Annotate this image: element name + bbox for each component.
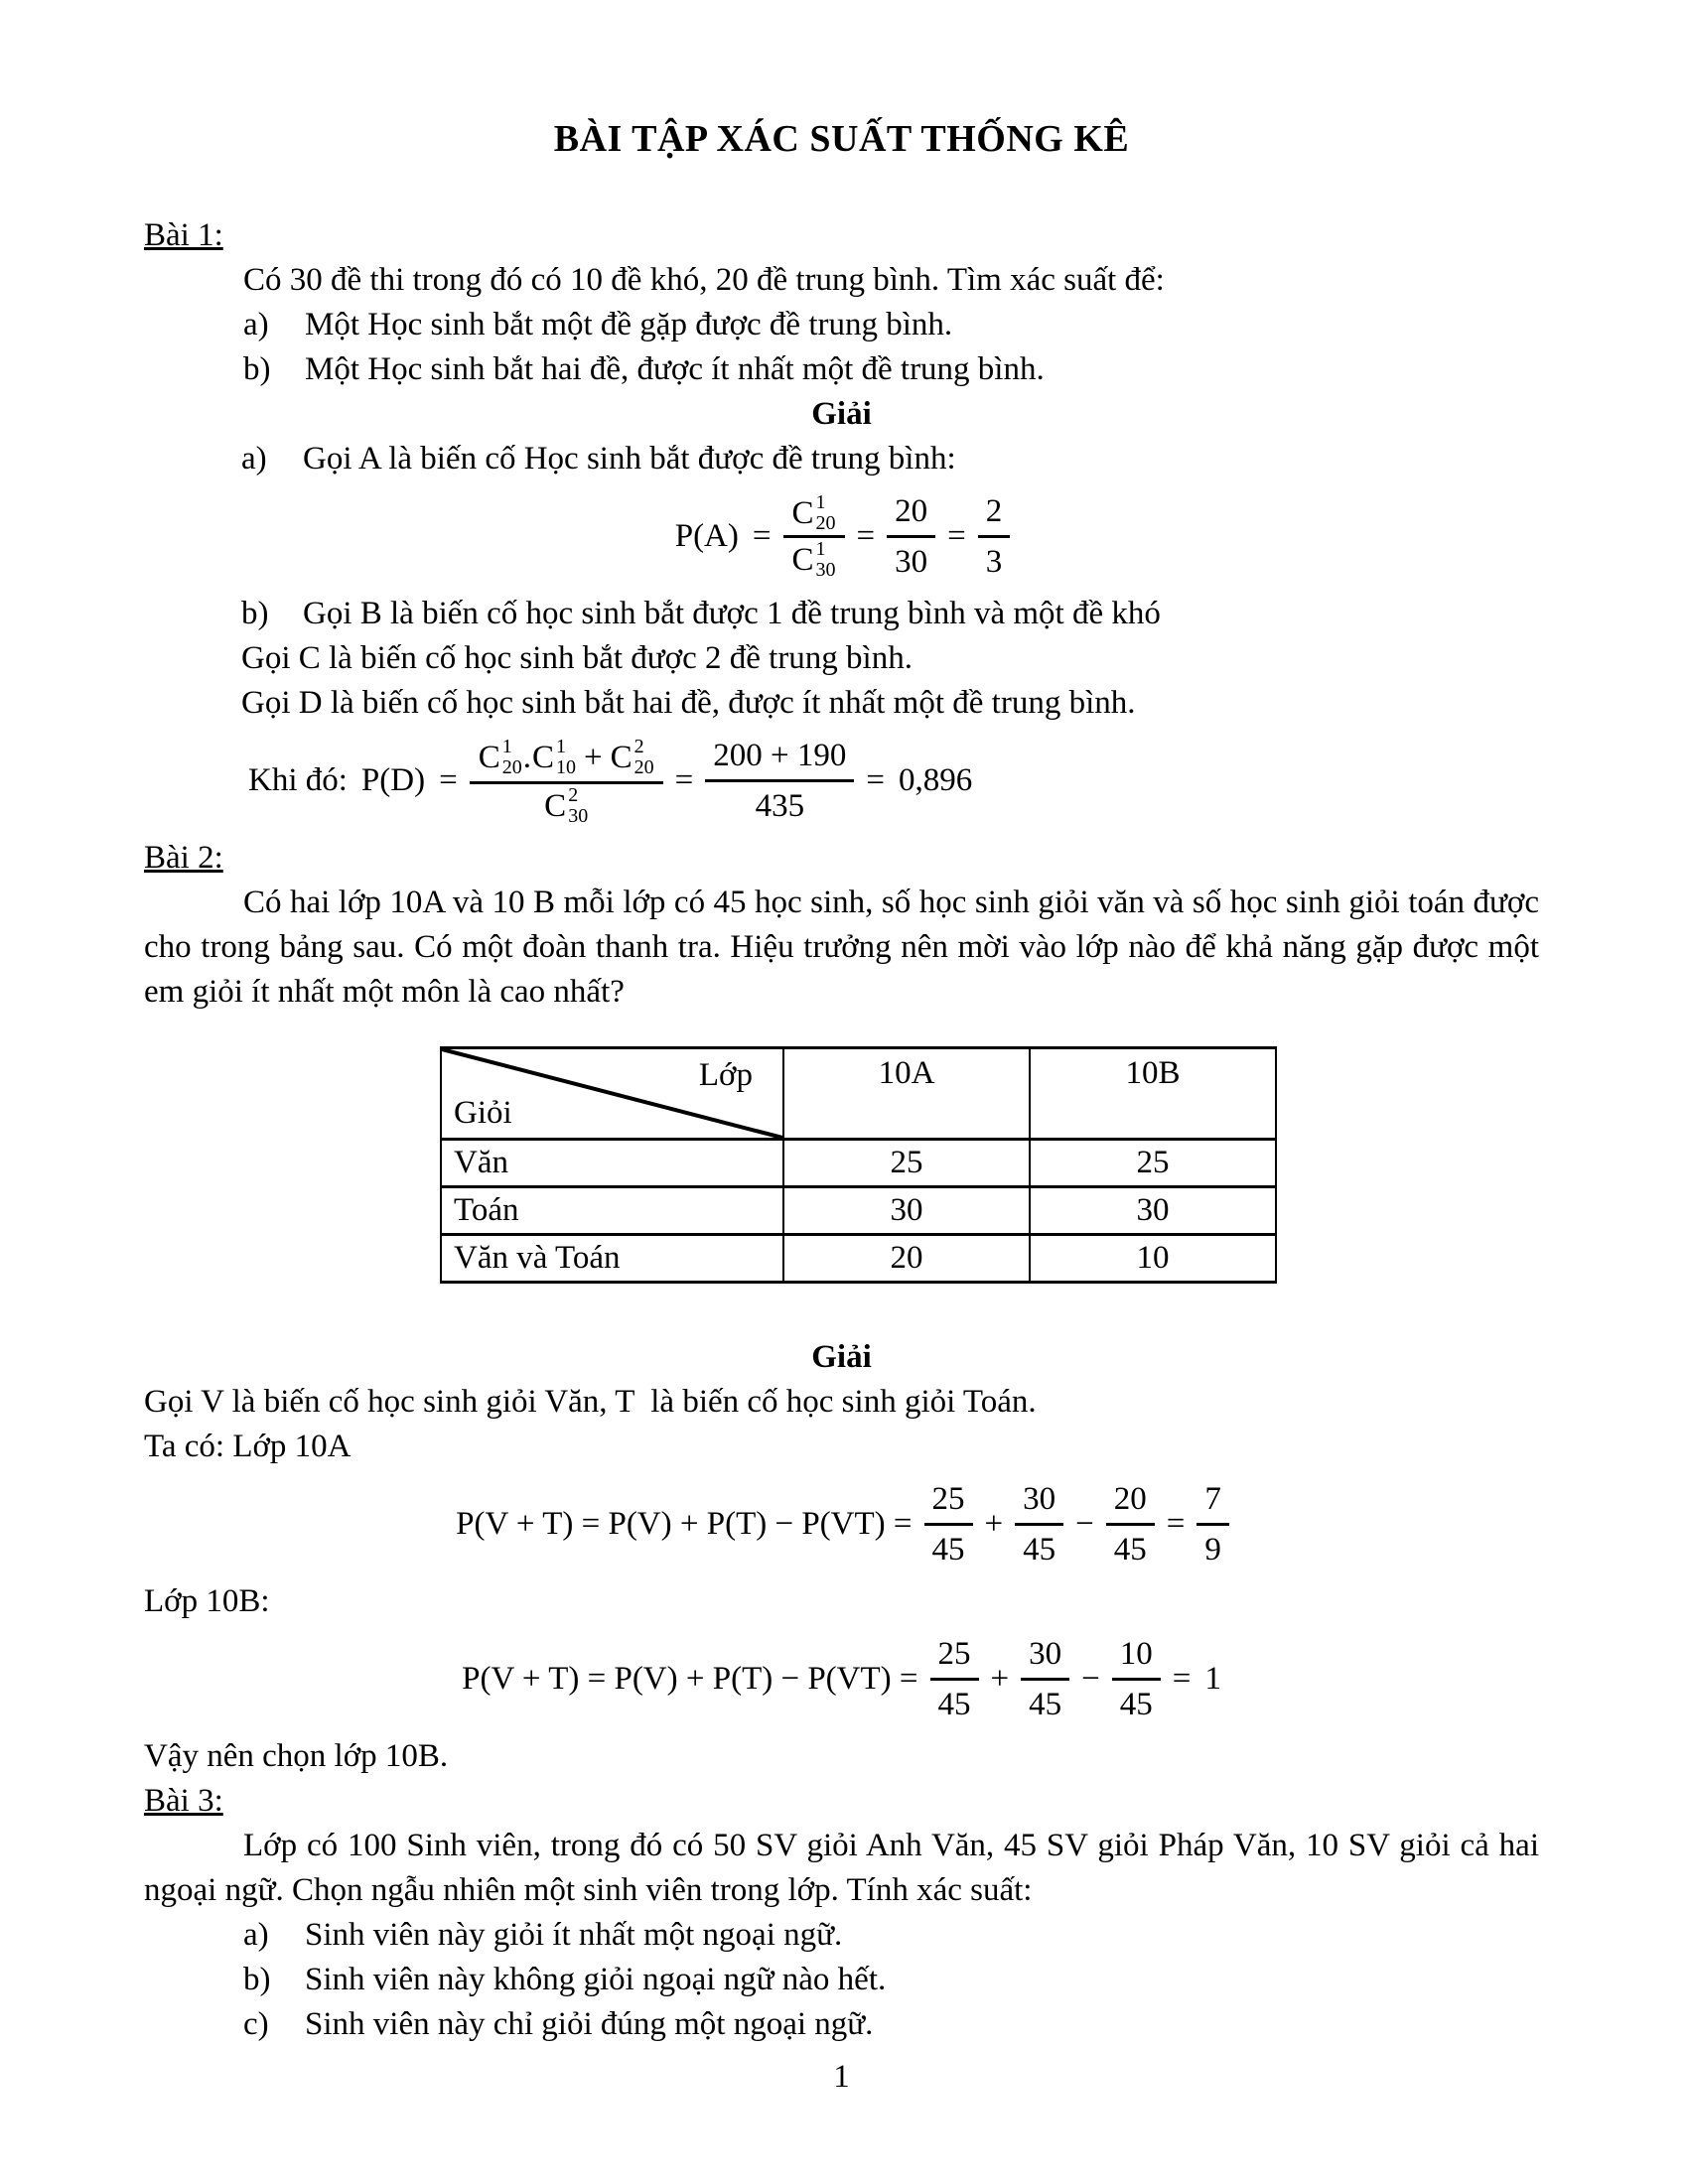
bai2-conclusion: Vậy nên chọn lớp 10B. [144, 1738, 449, 1774]
fraction: $\frac{30}{45}$ [1015, 1475, 1063, 1573]
equals-sign: = [674, 762, 694, 798]
equals-sign: = [866, 762, 886, 798]
bai1-item-a [243, 303, 1539, 347]
dot-operator: . [522, 740, 531, 775]
bai2-solution-heading: Giải [811, 1339, 872, 1375]
grades-table [440, 1046, 1277, 1284]
bai3-heading: Bài 3: [144, 1783, 223, 1819]
bai2-intro: Có hai lớp 10A và 10 B mỗi lớp có 45 học sinh, số học sinh giỏi văn và số học sinh giỏi toán được cho trong bảng sau. Có một đoàn thanh tra. Hiệu trưởng nên mời vào lớp nào để khả năng gặp được một em giỏi ít nhất một môn là cao nhất? [144, 885, 1539, 1010]
sol-text: Gọi B là biến cố học sinh bắt được 1 đề trung bình và một đề khó [303, 596, 1161, 631]
formula-pa [144, 487, 1539, 586]
equals-sign: = [1172, 1661, 1192, 1697]
formula-result: 0,896 [899, 762, 973, 798]
fraction [470, 734, 663, 828]
fraction: $\frac{200 + 190}{435}$ [705, 732, 854, 830]
item-label: a) [241, 441, 267, 477]
bai2-sol-10a: Ta có: Lớp 10A [144, 1429, 352, 1464]
formula-prefix: Khi đó: [248, 762, 348, 798]
formula-lhs: P(V + T) = P(V) + P(T) − P(VT) = [462, 1661, 918, 1697]
item-text: Sinh viên này chỉ giỏi đúng một ngoại ngữ. [305, 2006, 874, 2042]
bai1-sol-c: Gọi C là biến cố học sinh bắt được 2 đề trung bình. [241, 640, 913, 676]
row-label: Toán [441, 1187, 783, 1235]
table-cell: 30 [1030, 1187, 1276, 1235]
fraction: $\frac{25}{45}$ [930, 1630, 979, 1728]
formula-lhs: P(D) [360, 762, 426, 798]
plus-operator: + [584, 740, 603, 775]
minus-operator: − [1081, 1661, 1100, 1697]
sol-text: Gọi A là biến cố Học sinh bắt được đề trung bình: [303, 441, 956, 477]
column-header: 10B [1030, 1048, 1276, 1140]
table-cell: 10 [1030, 1235, 1276, 1283]
binomial-symbol: C 1 30 [791, 538, 836, 581]
item-text: Một Học sinh bắt hai đề, được ít nhất một đề trung bình. [305, 351, 1045, 387]
table-header-row [441, 1048, 1276, 1140]
formula-pd [241, 732, 1539, 830]
equals-sign: = [439, 762, 458, 798]
corner-label-gioi: Giỏi [454, 1095, 512, 1131]
bai3-item-c [243, 2002, 1539, 2047]
fraction: $\frac{20}{30}$ [887, 487, 935, 586]
fraction: $\frac{30}{45}$ [1021, 1630, 1069, 1728]
bai3-intro: Lớp có 100 Sinh viên, trong đó có 50 SV giỏi Anh Văn, 45 SV giỏi Pháp Văn, 10 SV giỏi cả hai ngoại ngữ. Chọn ngẫu nhiên một sinh viên trong lớp. Tính xác suất: [144, 1828, 1539, 1908]
corner-label-lop: Lớp [698, 1057, 753, 1093]
table-cell: 25 [1030, 1140, 1276, 1187]
bai1-intro: Có 30 đề thi trong đó có 10 đề khó, 20 đề trung bình. Tìm xác suất để: [243, 262, 1165, 298]
item-text: Một Học sinh bắt một đề gặp được đề trung bình. [305, 307, 953, 342]
item-label: a) [243, 1917, 269, 1953]
plus-operator: + [990, 1661, 1010, 1697]
fraction: $\frac{20}{45}$ [1106, 1475, 1155, 1573]
binomial-symbol: C 1 20 [791, 491, 836, 534]
bai1-item-b [243, 347, 1539, 392]
bai3-item-a [243, 1913, 1539, 1958]
column-header: 10A [783, 1048, 1030, 1140]
fraction: $\frac{2}{3}$ [978, 487, 1011, 586]
bai1-sol-d: Gọi D là biến cố học sinh bắt hai đề, được ít nhất một đề trung bình. [241, 685, 1136, 721]
item-text: Sinh viên này giỏi ít nhất một ngoại ngữ. [305, 1917, 843, 1953]
formula-10a [144, 1475, 1539, 1573]
binomial-symbol: C 2 20 [610, 736, 654, 778]
bai3-item-b [243, 1958, 1539, 2002]
item-label: b) [243, 351, 271, 387]
row-label: Văn [441, 1140, 783, 1187]
item-label: a) [243, 307, 269, 342]
row-label: Văn và Toán [441, 1235, 783, 1283]
equals-sign: = [856, 518, 876, 554]
fraction: $\frac{25}{45}$ [924, 1475, 973, 1573]
fraction [783, 491, 845, 582]
fraction: $\frac{7}{9}$ [1196, 1475, 1229, 1573]
bai1-sol-a [241, 437, 1539, 481]
table-row [441, 1140, 1276, 1187]
equals-sign: = [752, 518, 772, 554]
formula-lhs: P(A) [674, 518, 739, 554]
plus-operator: + [984, 1506, 1004, 1542]
bai1-sol-b [241, 592, 1539, 636]
formula-lhs: P(V + T) = P(V) + P(T) − P(VT) = [456, 1506, 913, 1542]
fraction: $\frac{10}{45}$ [1112, 1630, 1161, 1728]
item-label: c) [243, 2006, 269, 2042]
table-corner-cell [441, 1048, 783, 1140]
table-cell: 20 [783, 1235, 1030, 1283]
bai2-heading: Bài 2: [144, 840, 223, 876]
equals-sign: = [947, 518, 966, 554]
bai1-solution-heading: Giải [811, 396, 872, 432]
bai2-sol-10b: Lớp 10B: [144, 1583, 270, 1619]
table-cell: 25 [783, 1140, 1030, 1187]
binomial-symbol: C 1 10 [531, 736, 576, 778]
table-row [441, 1187, 1276, 1235]
page-title: BÀI TẬP XÁC SUẤT THỐNG KÊ [553, 118, 1130, 160]
equals-sign: = [1166, 1506, 1186, 1542]
bai2-sol-intro: Gọi V là biến cố học sinh giỏi Văn, T là biến cố học sinh giỏi Toán. [144, 1384, 1037, 1420]
table-row [441, 1235, 1276, 1283]
item-label: b) [243, 1962, 271, 1997]
page-number: 1 [833, 2059, 850, 2095]
binomial-symbol: C 1 20 [478, 736, 522, 778]
formula-10b [144, 1630, 1539, 1728]
formula-result: 1 [1204, 1661, 1221, 1697]
minus-operator: − [1075, 1506, 1094, 1542]
item-text: Sinh viên này không giỏi ngoại ngữ nào hết. [305, 1962, 887, 1997]
table-cell: 30 [783, 1187, 1030, 1235]
bai1-heading: Bài 1: [144, 217, 223, 253]
item-label: b) [241, 596, 269, 631]
binomial-symbol: C 2 30 [544, 784, 589, 827]
